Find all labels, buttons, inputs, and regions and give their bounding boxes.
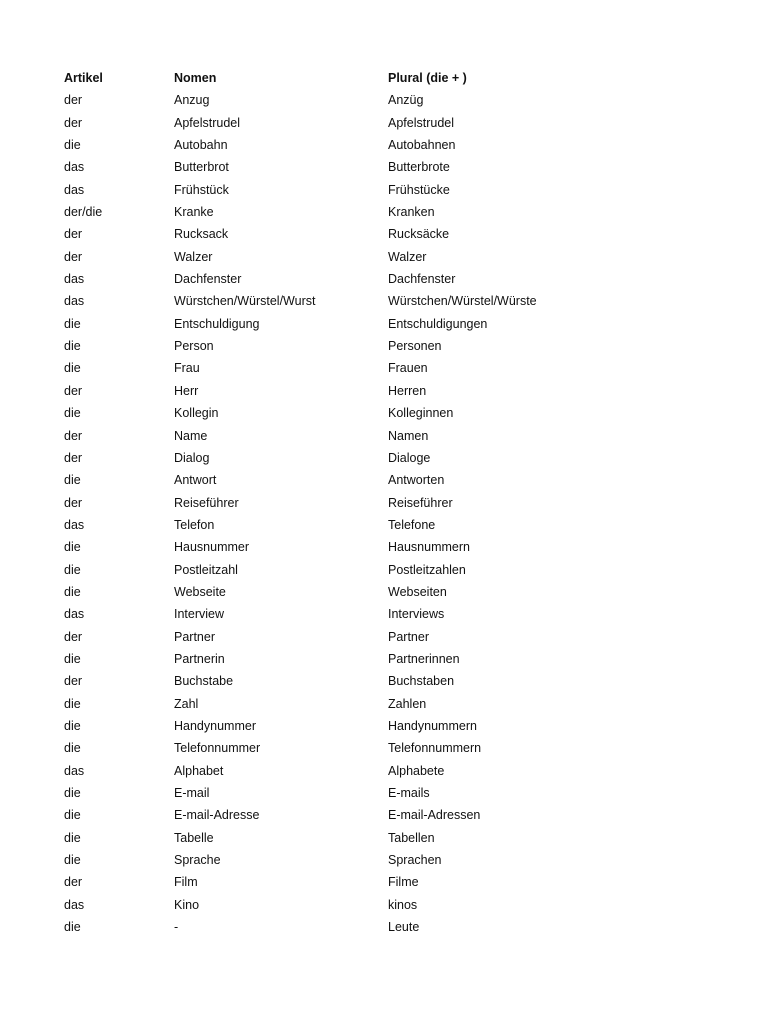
cell-artikel: die bbox=[64, 718, 81, 733]
cell-nomen: Alphabet bbox=[174, 763, 224, 778]
cell-nomen: Apfelstrudel bbox=[174, 115, 241, 130]
cell-plural: Namen bbox=[388, 428, 429, 443]
cell-artikel: der/die bbox=[64, 205, 103, 220]
cell-nomen: Walzer bbox=[174, 249, 213, 264]
cell-nomen: Herr bbox=[174, 383, 199, 398]
table-row bbox=[64, 737, 704, 759]
cell-plural: Dachfenster bbox=[388, 272, 456, 287]
cell-plural: Partner bbox=[388, 629, 429, 644]
cell-artikel: das bbox=[64, 182, 85, 197]
table-row bbox=[64, 782, 704, 804]
cell-artikel: die bbox=[64, 316, 81, 331]
table-row bbox=[64, 559, 704, 581]
vocabulary-table bbox=[64, 67, 704, 938]
cell-nomen: Dialog bbox=[174, 450, 210, 465]
cell-plural: Würstchen/Würstel/Würste bbox=[388, 294, 537, 309]
cell-plural: Tabellen bbox=[388, 830, 435, 845]
cell-artikel: das bbox=[64, 607, 85, 622]
table-row bbox=[64, 134, 704, 156]
cell-artikel: der bbox=[64, 450, 83, 465]
cell-nomen: Würstchen/Würstel/Wurst bbox=[174, 294, 316, 309]
cell-artikel: die bbox=[64, 920, 81, 935]
cell-artikel: der bbox=[64, 249, 83, 264]
cell-artikel: das bbox=[64, 160, 85, 175]
cell-plural: Kolleginnen bbox=[388, 406, 454, 421]
cell-plural: Webseiten bbox=[388, 584, 447, 599]
cell-nomen: Telefon bbox=[174, 517, 215, 532]
cell-nomen: Person bbox=[174, 339, 214, 354]
cell-artikel: das bbox=[64, 294, 85, 309]
cell-plural: Telefonnummern bbox=[388, 741, 482, 756]
cell-plural: Kranken bbox=[388, 205, 435, 220]
cell-nomen: Partner bbox=[174, 629, 215, 644]
cell-nomen: Autobahn bbox=[174, 138, 228, 153]
cell-plural: Hausnummern bbox=[388, 540, 470, 555]
cell-artikel: die bbox=[64, 406, 81, 421]
cell-artikel: die bbox=[64, 138, 81, 153]
cell-artikel: der bbox=[64, 428, 83, 443]
cell-plural: Anzüg bbox=[388, 93, 424, 108]
table-row bbox=[64, 335, 704, 357]
table-row bbox=[64, 290, 704, 312]
table-row bbox=[64, 804, 704, 826]
table-row bbox=[64, 871, 704, 893]
table-row bbox=[64, 425, 704, 447]
cell-artikel: die bbox=[64, 540, 81, 555]
cell-plural: Entschuldigungen bbox=[388, 316, 488, 331]
cell-plural: Partnerinnen bbox=[388, 651, 460, 666]
cell-plural: Antworten bbox=[388, 473, 445, 488]
table-header-row bbox=[64, 67, 704, 89]
cell-artikel: die bbox=[64, 473, 81, 488]
cell-artikel: die bbox=[64, 696, 81, 711]
cell-artikel: der bbox=[64, 383, 83, 398]
cell-plural: E-mail-Adressen bbox=[388, 808, 481, 823]
table-row bbox=[64, 626, 704, 648]
cell-nomen: Film bbox=[174, 875, 198, 890]
cell-nomen: Hausnummer bbox=[174, 540, 250, 555]
table-row bbox=[64, 313, 704, 335]
table-body bbox=[64, 89, 704, 938]
cell-plural: Reiseführer bbox=[388, 495, 453, 510]
table-row bbox=[64, 849, 704, 871]
cell-plural: E-mails bbox=[388, 786, 430, 800]
cell-nomen: Entschuldigung bbox=[174, 316, 260, 331]
cell-plural: Filme bbox=[388, 875, 419, 890]
cell-plural: Rucksäcke bbox=[388, 227, 450, 242]
cell-nomen: Sprache bbox=[174, 853, 221, 868]
table-row bbox=[64, 715, 704, 737]
cell-artikel: der bbox=[64, 674, 83, 689]
cell-plural: Sprachen bbox=[388, 853, 442, 868]
cell-nomen: Kollegin bbox=[174, 406, 219, 421]
cell-plural: Interviews bbox=[388, 607, 445, 622]
cell-nomen: Kino bbox=[174, 897, 200, 912]
cell-artikel: die bbox=[64, 562, 81, 577]
cell-plural: Handynummern bbox=[388, 718, 477, 733]
table-row bbox=[64, 827, 704, 849]
cell-artikel: das bbox=[64, 517, 85, 532]
cell-nomen: Frau bbox=[174, 361, 200, 376]
table-row bbox=[64, 268, 704, 290]
cell-nomen: Webseite bbox=[174, 584, 226, 599]
cell-artikel: der bbox=[64, 227, 83, 242]
table-row bbox=[64, 447, 704, 469]
cell-plural: Alphabete bbox=[388, 763, 445, 778]
cell-nomen: E-mail bbox=[174, 786, 210, 800]
table-row bbox=[64, 357, 704, 379]
cell-plural: kinos bbox=[388, 897, 418, 912]
table-row bbox=[64, 581, 704, 603]
cell-nomen: Tabelle bbox=[174, 830, 214, 845]
header-plural: Plural (die + ) bbox=[388, 71, 467, 85]
table-row bbox=[64, 916, 704, 938]
cell-plural: Autobahnen bbox=[388, 138, 456, 153]
cell-nomen: Interview bbox=[174, 607, 225, 622]
cell-nomen: Antwort bbox=[174, 473, 217, 488]
cell-artikel: der bbox=[64, 93, 83, 108]
table-row bbox=[64, 112, 704, 134]
cell-nomen: Buchstabe bbox=[174, 674, 234, 689]
cell-plural: Butterbrote bbox=[388, 160, 450, 175]
cell-nomen: Telefonnummer bbox=[174, 741, 261, 756]
cell-plural: Zahlen bbox=[388, 696, 427, 711]
table-row bbox=[64, 693, 704, 715]
cell-artikel: die bbox=[64, 339, 81, 354]
cell-artikel: die bbox=[64, 584, 81, 599]
cell-nomen: - bbox=[174, 920, 179, 935]
table-row bbox=[64, 469, 704, 491]
table-row bbox=[64, 201, 704, 223]
cell-artikel: das bbox=[64, 763, 85, 778]
cell-nomen: Dachfenster bbox=[174, 272, 242, 287]
cell-nomen: Rucksack bbox=[174, 227, 229, 242]
cell-artikel: die bbox=[64, 830, 81, 845]
cell-nomen: Anzug bbox=[174, 93, 210, 108]
cell-nomen: Butterbrot bbox=[174, 160, 229, 175]
cell-nomen: E-mail-Adresse bbox=[174, 808, 260, 823]
cell-artikel: der bbox=[64, 115, 83, 130]
table-row bbox=[64, 402, 704, 424]
header-nomen: Nomen bbox=[174, 71, 217, 85]
cell-artikel: die bbox=[64, 361, 81, 376]
table-row bbox=[64, 223, 704, 245]
cell-artikel: das bbox=[64, 897, 85, 912]
cell-artikel: der bbox=[64, 875, 83, 890]
cell-nomen: Partnerin bbox=[174, 651, 225, 666]
cell-nomen: Kranke bbox=[174, 205, 214, 220]
cell-plural: Postleitzahlen bbox=[388, 562, 466, 577]
cell-artikel: der bbox=[64, 495, 83, 510]
cell-plural: Telefone bbox=[388, 517, 436, 532]
table-row bbox=[64, 670, 704, 692]
cell-plural: Buchstaben bbox=[388, 674, 455, 689]
table-row bbox=[64, 648, 704, 670]
cell-plural: Dialoge bbox=[388, 450, 431, 465]
cell-plural: Leute bbox=[388, 920, 420, 935]
cell-plural: Frühstücke bbox=[388, 182, 450, 197]
cell-plural: Apfelstrudel bbox=[388, 115, 455, 130]
cell-artikel: die bbox=[64, 808, 81, 823]
header-artikel: Artikel bbox=[64, 71, 103, 85]
cell-artikel: der bbox=[64, 629, 83, 644]
cell-nomen: Zahl bbox=[174, 696, 199, 711]
table-row bbox=[64, 603, 704, 625]
cell-plural: Frauen bbox=[388, 361, 428, 376]
cell-nomen: Reiseführer bbox=[174, 495, 239, 510]
cell-artikel: das bbox=[64, 272, 85, 287]
table-row bbox=[64, 156, 704, 178]
cell-plural: Walzer bbox=[388, 249, 427, 264]
table-row bbox=[64, 179, 704, 201]
cell-plural: Personen bbox=[388, 339, 442, 354]
cell-artikel: die bbox=[64, 741, 81, 756]
table-row bbox=[64, 536, 704, 558]
table-row bbox=[64, 760, 704, 782]
cell-nomen: Handynummer bbox=[174, 718, 256, 733]
cell-artikel: die bbox=[64, 786, 81, 800]
cell-nomen: Postleitzahl bbox=[174, 562, 238, 577]
table-row bbox=[64, 380, 704, 402]
table-row bbox=[64, 514, 704, 536]
table-row bbox=[64, 246, 704, 268]
table-row bbox=[64, 492, 704, 514]
cell-plural: Herren bbox=[388, 383, 427, 398]
cell-nomen: Name bbox=[174, 428, 208, 443]
table-row bbox=[64, 89, 704, 111]
cell-artikel: die bbox=[64, 651, 81, 666]
cell-nomen: Frühstück bbox=[174, 182, 229, 197]
cell-artikel: die bbox=[64, 853, 81, 868]
table-row bbox=[64, 894, 704, 916]
